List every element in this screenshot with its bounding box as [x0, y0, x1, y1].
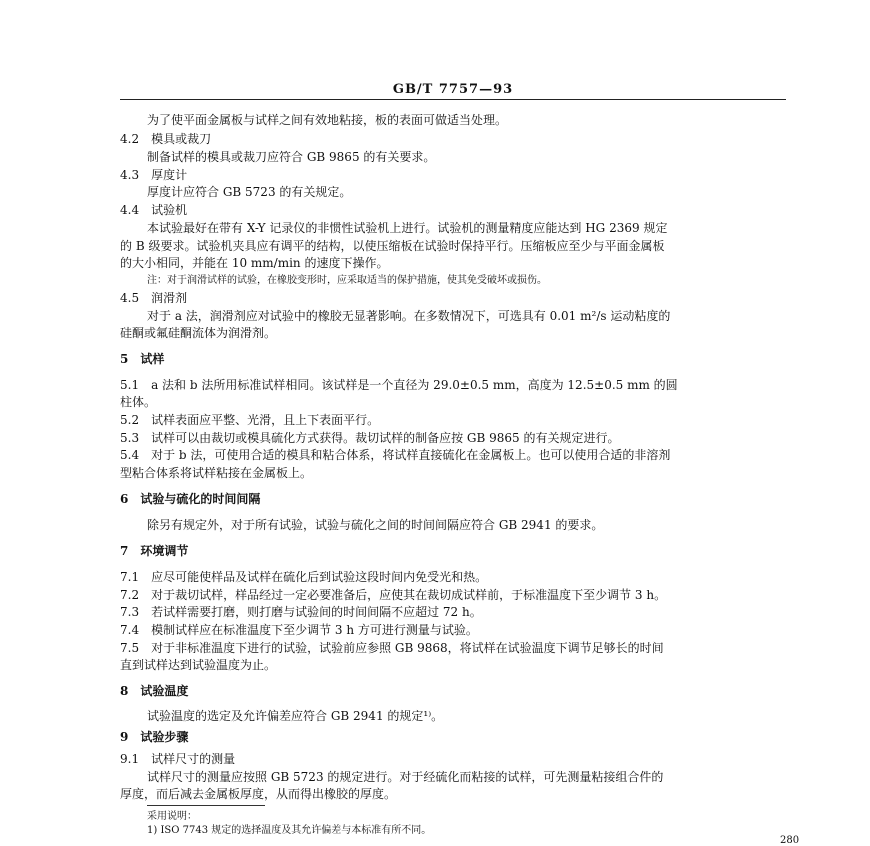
text-line: 硅酮或氟硅酮流体为润滑剂。: [120, 326, 277, 340]
section-heading: 8 试验温度: [120, 684, 189, 698]
section-heading: 5 试样: [120, 352, 165, 366]
text-line: 试样尺寸的测量应按照 GB 5723 的规定进行。对于经硫化而粘接的试样，可先测量粘接组合件的: [147, 770, 664, 784]
text-line: 厚度计应符合 GB 5723 的有关规定。: [147, 185, 352, 199]
text-line: 5.4 对于 b 法，可使用合适的模具和粘合体系，将试样直接硫化在金属板上。也可以使用合适的非溶剂: [120, 448, 671, 462]
text-line: 5.3 试样可以由裁切或模具硫化方式获得。裁切试样的制备应按 GB 9865 的有关规定进行。: [120, 431, 620, 445]
text-line: 7.4 模制试样应在标准温度下至少调节 3 h 方可进行测量与试验。: [120, 623, 478, 637]
text-line: 7.5 对于非标准温度下进行的试验，试验前应参照 GB 9868，将试样在试验温度下调节足够长的时间: [120, 641, 664, 655]
text-line: 直到试样达到试验温度为止。: [120, 658, 277, 672]
text-line: 试验温度的选定及允许偏差应符合 GB 2941 的规定¹⁾。: [147, 709, 444, 723]
standard-number-header: GB/T 7757—93: [392, 82, 514, 97]
page-number: 280: [780, 835, 800, 846]
text-line: 5.2 试样表面应平整、光滑，且上下表面平行。: [120, 413, 380, 427]
subsection-heading: 9.1 试样尺寸的测量: [120, 752, 236, 766]
text-line: 5.1 a 法和 b 法所用标准试样相同。该试样是一个直径为 29.0±0.5 mm，高度为 12.5±0.5 mm 的圆: [120, 378, 678, 392]
text-line: 为了使平面金属板与试样之间有效地粘接，板的表面可做适当处理。: [147, 113, 508, 127]
subsection-heading: 4.3 厚度计: [120, 168, 188, 182]
text-line: 厚度，而后减去金属板厚度，从而得出橡胶的厚度。: [120, 787, 397, 801]
section-heading: 9 试验步骤: [120, 730, 189, 744]
text-line: 的 B 级要求。试验机夹具应有调平的结构，以使压缩板在试验时保持平行。压缩板应至少与平面金属板: [120, 239, 665, 253]
footnote-label: 采用说明：: [147, 811, 197, 822]
text-line: 型粘合体系将试样粘接在金属板上。: [120, 466, 313, 480]
header-rule: [120, 99, 786, 100]
footnote-rule: [147, 805, 265, 806]
footnote-text: 1) ISO 7743 规定的选择温度及其允许偏差与本标准有所不同。: [147, 825, 432, 836]
subsection-heading: 4.4 试验机: [120, 203, 188, 217]
section-heading: 7 环境调节: [120, 544, 189, 558]
text-line: 的大小相同，并能在 10 mm/min 的速度下操作。: [120, 256, 389, 270]
text-line: 本试验最好在带有 X-Y 记录仪的非惯性试验机上进行。试验机的测量精度应能达到 HG 2369 规定: [147, 221, 668, 235]
section-heading: 6 试验与硫化的时间间隔: [120, 492, 261, 506]
text-line: 柱体。: [120, 395, 157, 409]
text-line: 对于 a 法，润滑剂应对试验中的橡胶无显著影响。在多数情况下，可选具有 0.01 m²/s 运动粘度的: [147, 309, 671, 323]
text-line: 7.1 应尽可能使样品及试样在硫化后到试验这段时间内免受光和热。: [120, 570, 488, 584]
text-line: 制备试样的模具或裁刀应符合 GB 9865 的有关要求。: [147, 150, 436, 164]
text-line: 除另有规定外，对于所有试验，试验与硫化之间的时间间隔应符合 GB 2941 的要求。: [147, 518, 604, 532]
note-line: 注：对于润滑试样的试验，在橡胶变形时，应采取适当的保护措施，使其免受破坏或损伤。: [147, 275, 547, 286]
subsection-heading: 4.2 模具或裁刀: [120, 132, 212, 146]
subsection-heading: 4.5 润滑剂: [120, 291, 188, 305]
text-line: 7.3 若试样需要打磨，则打磨与试验间的时间间隔不应超过 72 h。: [120, 605, 482, 619]
text-line: 7.2 对于裁切试样，样品经过一定必要准备后，应使其在裁切成试样前，于标准温度下至少调节 3 h。: [120, 588, 667, 602]
